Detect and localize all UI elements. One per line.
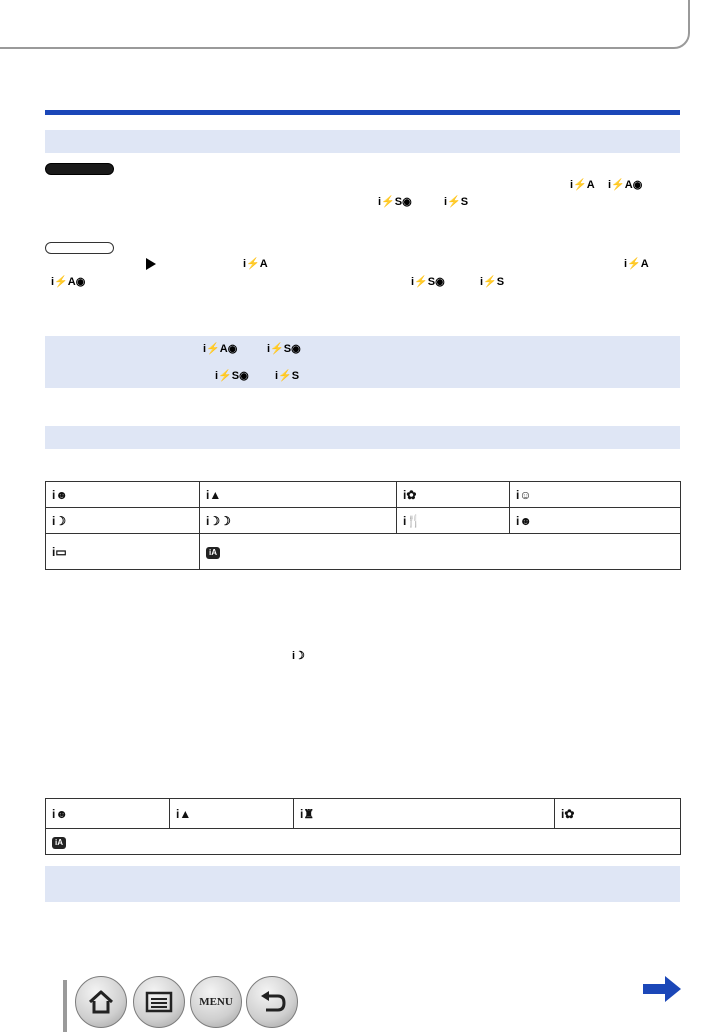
home-button[interactable] [75,976,127,1028]
flash-slow-redeye-icon: i⚡S◉ [378,196,412,208]
flash-slow-icon-2: i⚡S [480,276,505,288]
flash-slow-redeye-icon-4: i⚡S◉ [215,370,249,382]
scene-sunset-icon: i▭ [46,534,200,570]
contents-button[interactable] [133,976,185,1028]
mode-badge-dark [45,163,114,175]
flash-slow-redeye-icon-3: i⚡S◉ [267,343,301,355]
play-arrow-icon [146,258,156,270]
flash-auto-plain-icon: i⚡A [243,258,268,270]
list-icon [145,991,173,1013]
flash-auto-redeye-icon-3: i⚡A◉ [203,343,238,355]
flash-slow-icon-3: i⚡S [275,370,300,382]
scene-food-icon: i🍴 [397,508,510,534]
menu-button[interactable] [190,976,242,1028]
scene-portrait-icon: i☻ [46,482,200,508]
flash-auto-icon-2: i⚡A [624,258,649,270]
scene-handheld-night-icon: i☽☽ [200,508,397,534]
scene-baby-icon: i☻ [510,508,681,534]
scene2-candle-icon: i♜ [294,799,555,829]
scene-table-1 [45,481,681,570]
note-band [45,336,680,388]
flash-slow-icon: i⚡S [444,196,469,208]
intelligent-auto-icon: iA [206,547,220,559]
section-band-2 [45,426,680,449]
back-icon [258,990,286,1014]
mode-badge-light [45,242,114,254]
intelligent-auto-icon-2: iA [52,837,66,849]
scene-night-portrait-icon: i☺ [510,482,681,508]
flash-auto-icon: i⚡A [570,179,595,191]
page-header-tab [0,0,690,49]
nav-divider [63,980,67,1032]
scene2-macro-icon: i✿ [555,799,681,829]
scene-macro-icon: i✿ [397,482,510,508]
flash-auto-redeye-icon: i⚡A◉ [608,179,643,191]
section-band-1 [45,130,680,153]
section-rule [45,110,680,115]
flash-slow-redeye-icon-2: i⚡S◉ [411,276,445,288]
next-arrow-icon[interactable] [643,974,681,1004]
inline-night-scenery-icon: i☽ [292,650,305,662]
section-band-3 [45,866,680,902]
home-icon [87,989,115,1015]
back-button[interactable] [246,976,298,1028]
scene-night-scenery-icon: i☽ [46,508,200,534]
menu-label: MENU [199,996,233,1008]
flash-auto-redeye-icon-2: i⚡A◉ [51,276,86,288]
scene-scenery-icon: i▲ [200,482,397,508]
scene-table-2 [45,798,681,855]
scene2-portrait-icon: i☻ [46,799,170,829]
scene2-scenery-icon: i▲ [170,799,294,829]
